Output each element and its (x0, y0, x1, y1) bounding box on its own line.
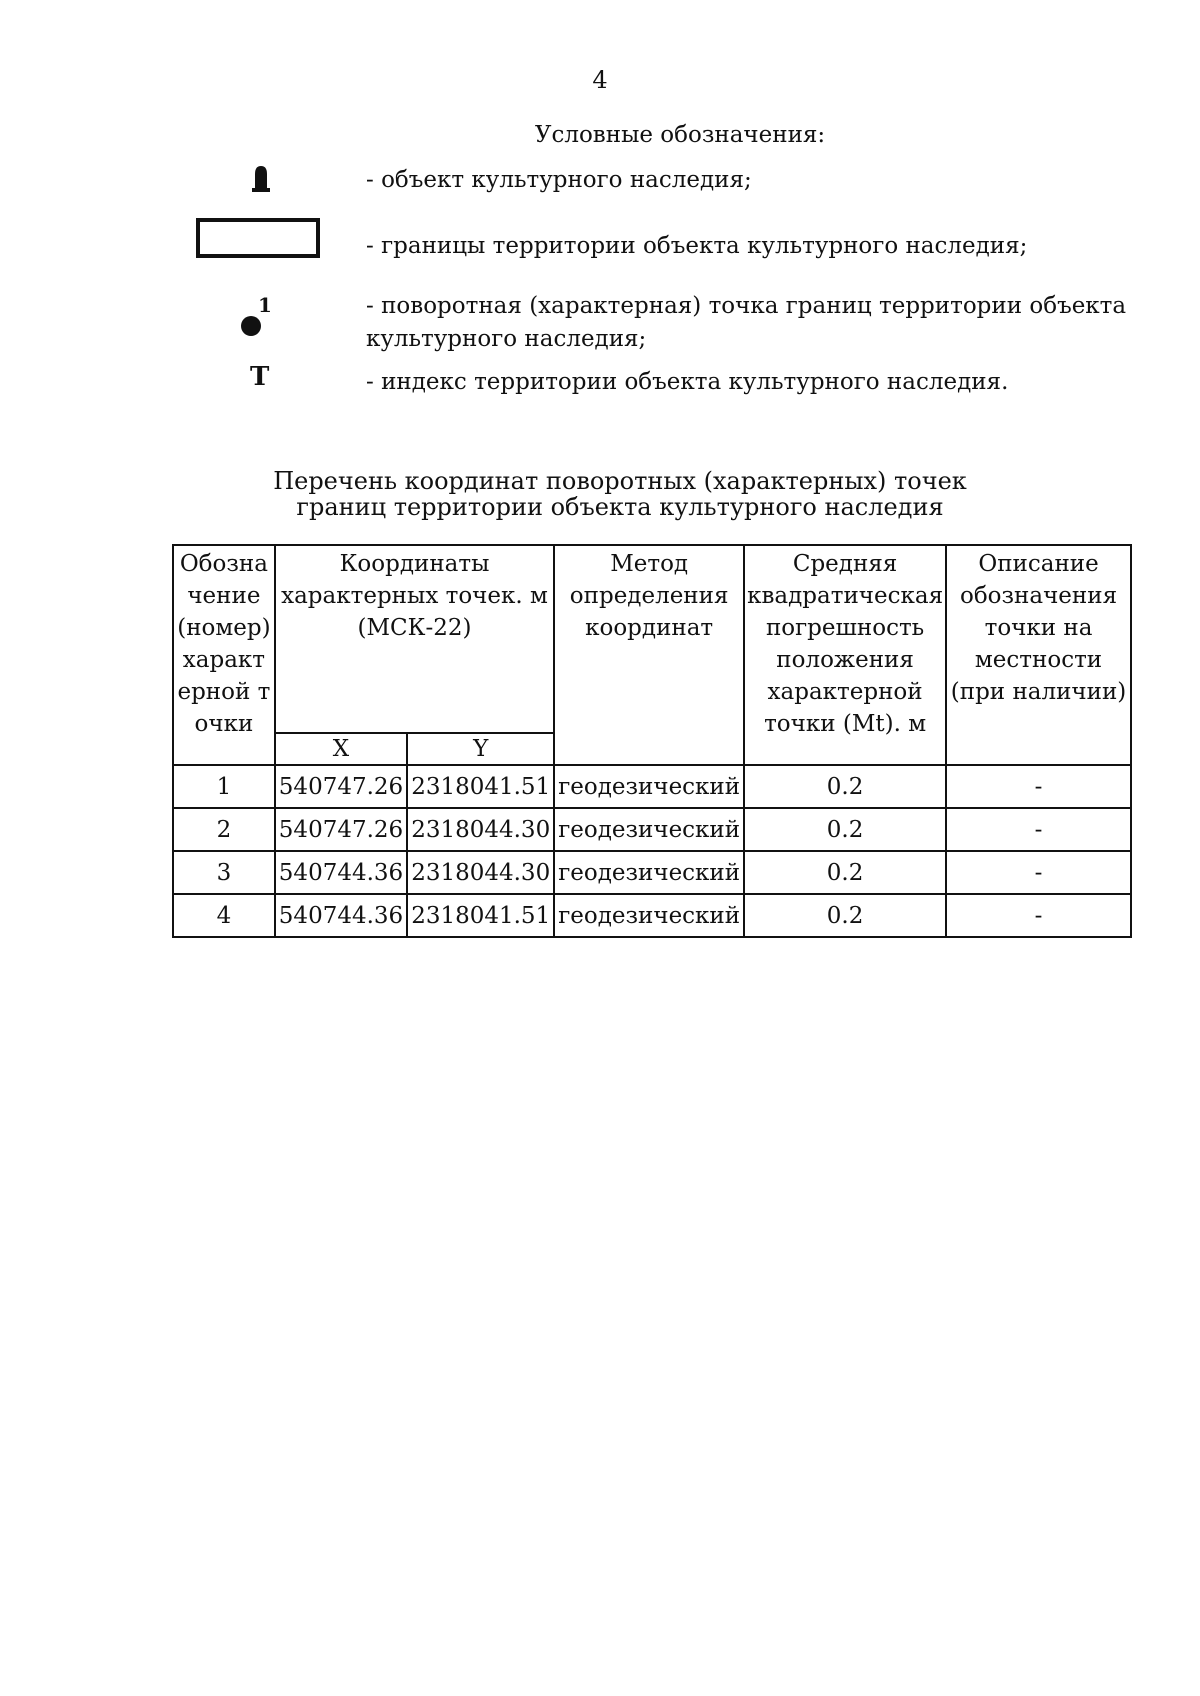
page-number: 4 (592, 66, 608, 94)
legend-item-index: - индекс территории объекта культурного наследия. (366, 369, 1009, 395)
table-row (173, 765, 1131, 808)
header-coordinates: Координаты характерных точек. м (МСК-22) (275, 545, 554, 733)
cell-y: 2318041.51 (407, 894, 554, 937)
cell-num: 1 (173, 765, 275, 808)
legend-item-monument: - объект культурного наследия; (366, 167, 752, 193)
legend-item-border: - границы территории объекта культурного наследия; (366, 233, 1028, 259)
legend-title: Условные обозначения: (534, 122, 826, 148)
index-letter-icon: Т (250, 362, 270, 392)
cell-num: 3 (173, 851, 275, 894)
cell-y: 2318044.30 (407, 808, 554, 851)
cell-desc: - (946, 894, 1131, 937)
table-title-line2: границ территории объекта культурного наследия (296, 493, 944, 521)
cell-num: 2 (173, 808, 275, 851)
header-y: Y (407, 733, 554, 765)
turning-point-label: 1 (258, 293, 272, 317)
table-row (173, 894, 1131, 937)
header-x: X (275, 733, 407, 765)
monument-icon (252, 164, 270, 192)
cell-y: 2318041.51 (407, 765, 554, 808)
table-row (173, 808, 1131, 851)
cell-x: 540747.26 (275, 765, 407, 808)
table-header-row (173, 545, 1131, 733)
table-title (240, 468, 1000, 520)
legend-item-turning-point: - поворотная (характерная) точка границ территории объекта культурного наследия; (366, 293, 1127, 352)
cell-method: геодезический (554, 808, 744, 851)
header-description: Описание обозначения точки на местности (при наличии) (946, 545, 1131, 765)
cell-x: 540747.26 (275, 808, 407, 851)
cell-desc: - (946, 765, 1131, 808)
cell-num: 4 (173, 894, 275, 937)
header-designation: Обозначение (номер) характерной точки (173, 545, 275, 765)
header-error: Средняя квадратическая погрешность положения характерной точки (Mt). м (744, 545, 946, 765)
turning-point-icon (240, 293, 272, 340)
header-method: Метод определения координат (554, 545, 744, 765)
cell-error: 0.2 (744, 894, 946, 937)
cell-desc: - (946, 808, 1131, 851)
cell-y: 2318044.30 (407, 851, 554, 894)
cell-desc: - (946, 851, 1131, 894)
cell-error: 0.2 (744, 765, 946, 808)
table-row (173, 851, 1131, 894)
cell-error: 0.2 (744, 851, 946, 894)
table-title-line1: Перечень координат поворотных (характерных) точек (273, 467, 967, 495)
territory-border-icon (196, 218, 320, 258)
cell-method: геодезический (554, 894, 744, 937)
cell-method: геодезический (554, 765, 744, 808)
cell-error: 0.2 (744, 808, 946, 851)
coordinates-table (172, 544, 1132, 938)
cell-x: 540744.36 (275, 851, 407, 894)
cell-x: 540744.36 (275, 894, 407, 937)
cell-method: геодезический (554, 851, 744, 894)
